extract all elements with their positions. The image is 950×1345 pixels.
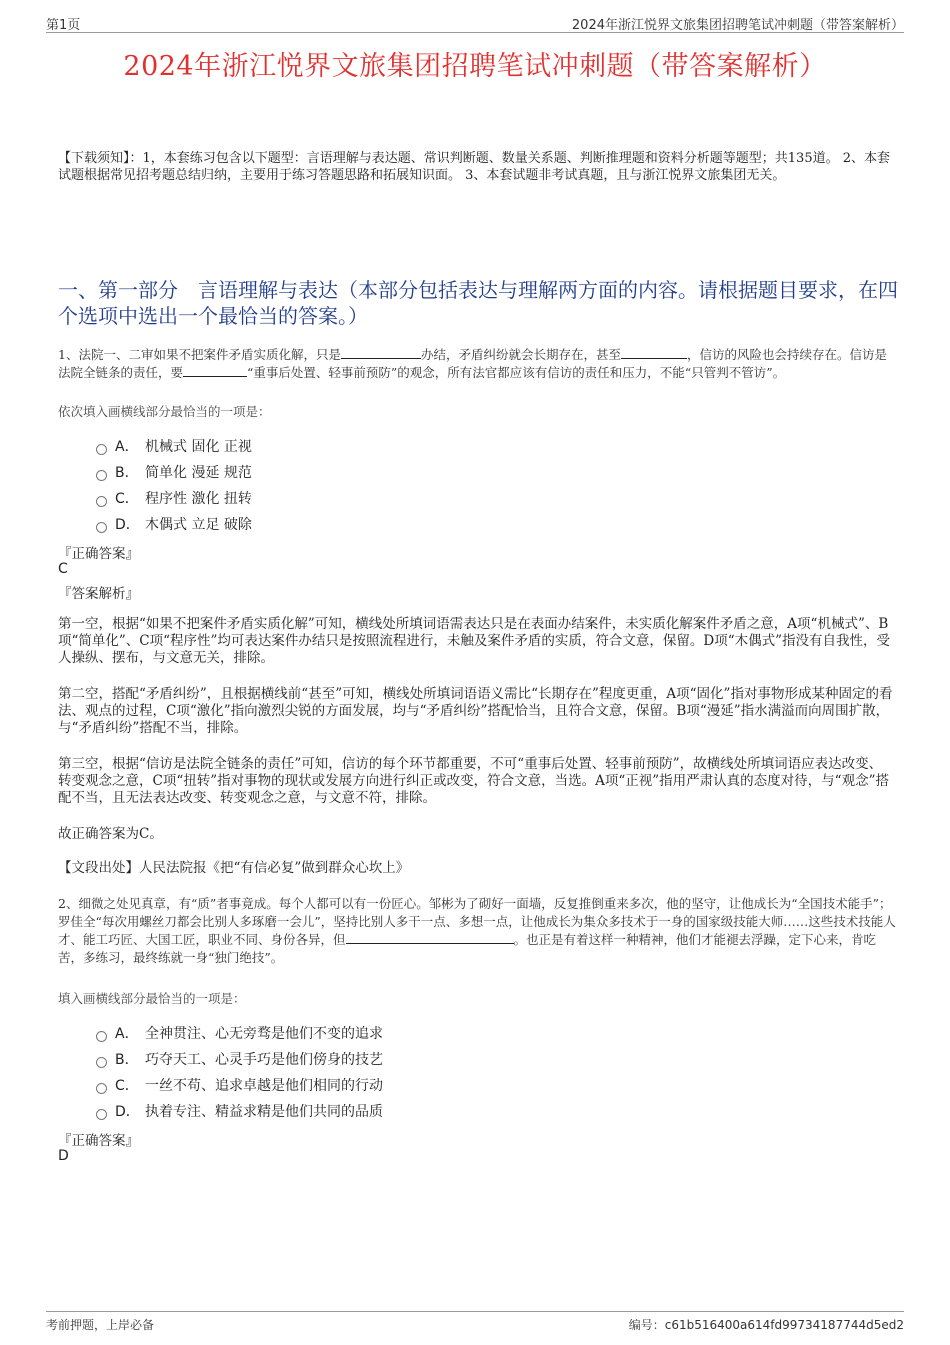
question-2-options: [96, 1020, 383, 1124]
option-d[interactable]: D． 执着专注、精益求精是他们共同的品质: [96, 1098, 383, 1124]
option-c[interactable]: C． 一丝不苟、追求卓越是他们相同的行动: [96, 1072, 383, 1098]
analysis-conclusion: 故正确答案为C。: [58, 826, 163, 842]
question-1-part: 1、法院一、二审如果不把案件矛盾实质化解，只是: [58, 347, 341, 362]
question-2-prompt: 填入画横线部分最恰当的一项是：: [58, 991, 246, 1006]
option-b[interactable]: B． 简单化 漫延 规范: [96, 459, 252, 485]
fill-blank: [341, 346, 421, 359]
question-2-part: 。也正是有着这样一种精神，他们才能褪去浮躁，定下心来，肯吃苦，多练习，最终练就一身“独门绝技”。: [58, 932, 877, 965]
radio-icon[interactable]: [96, 470, 107, 481]
correct-answer-label: 『正确答案』: [58, 546, 139, 562]
question-2-text: [58, 895, 898, 967]
section-heading: 一、第一部分 言语理解与表达（本部分包括表达与理解两方面的内容。请根据题目要求，在四个选项中选出一个最恰当的答案。）: [58, 278, 898, 328]
radio-icon[interactable]: [96, 522, 107, 533]
source-citation: 【文段出处】人民法院报《把“有信必复”做到群众心坎上》: [58, 860, 410, 876]
option-c[interactable]: C． 程序性 激化 扭转: [96, 485, 252, 511]
correct-answer-label: 『正确答案』: [58, 1133, 139, 1149]
footer-slogan: 考前押题，上岸必备: [46, 1318, 155, 1332]
question-1-options: [96, 433, 252, 537]
radio-icon[interactable]: [96, 496, 107, 507]
question-1-prompt: 依次填入画横线部分最恰当的一项是：: [58, 404, 271, 419]
fill-blank: [183, 364, 247, 377]
question-1-part: “重事后处置、轻事前预防”的观念，所有法官都应该有信访的责任和压力，不能“只管判不管访”。: [247, 365, 786, 380]
question-2-part: 2、细微之处见真章，有“质”者事竟成。每个人都可以有一份匠心。邹彬为了砌好一面墙，反复推倒重来多次，他的坚守，让他成长为“全国技术能手”；罗佳全“每次用螺丝刀都会比别人多琢磨一会儿”，坚持比别人多干一点、多想一点，让他成长为集众多技术于一身的国家级技能大师……这些技术技能人才、能工巧匠、大国工匠，职业不同、身份各异，但: [58, 896, 896, 947]
correct-answer: C: [58, 561, 68, 577]
option-d[interactable]: D． 木偶式 立足 破除: [96, 511, 252, 537]
analysis-paragraph: 第二空，搭配“矛盾纠纷”，且根据横线前“甚至”可知，横线处所填词语语义需比“长期存在”程度更重，A项“固化”指对事物形成某种固定的看法、观点的过程，C项“激化”指向激烈尖锐的方面发展，均与“矛盾纠纷”搭配恰当，且符合文意，保留。B项“漫延”指水满溢而向周围扩散，与“矛盾纠纷”搭配不当，排除。: [58, 686, 893, 736]
document-title: 2024年浙江悦界文旅集团招聘笔试冲刺题（带答案解析）: [123, 51, 827, 82]
page-header: [46, 14, 904, 33]
document-id: 编号：c61b516400a614fd99734187744d5ed2: [628, 1318, 904, 1332]
radio-icon[interactable]: [96, 1083, 107, 1094]
analysis-label: 『答案解析』: [58, 586, 139, 602]
fill-blank: [346, 931, 514, 944]
header-doc-title: 2024年浙江悦界文旅集团招聘笔试冲刺题（带答案解析）: [571, 18, 904, 33]
radio-icon[interactable]: [96, 1057, 107, 1068]
question-1-text: [58, 346, 898, 382]
page-footer: [46, 1311, 904, 1332]
option-a[interactable]: A． 全神贯注、心无旁骛是他们不变的追求: [96, 1020, 383, 1046]
option-b[interactable]: B． 巧夺天工、心灵手巧是他们傍身的技艺: [96, 1046, 383, 1072]
analysis-paragraph: 第三空，根据“信访是法院全链条的责任”可知，信访的每个环节都重要，不可“重事后处置、轻事前预防”，故横线处所填词语应表达改变、转变观念之意，C项“扭转”指对事物的现状或发展方向进行纠正或改变，符合文意，当选。A项“正视”指用严肃认真的态度对待，与“观念”搭配不当，且无法表达改变、转变观念之意，与文意不符，排除。: [58, 756, 889, 806]
analysis-paragraph: 第一空，根据“如果不把案件矛盾实质化解”可知，横线处所填词语需表达只是在表面办结案件，未实质化解案件矛盾之意，A项“机械式”、B项“简单化”、C项“程序性”均可表达案件办结只是按照流程进行，未触及案件矛盾的实质，符合文意，保留。D项“木偶式”指没有自我性，受人操纵、摆布，与文意无关，排除。: [58, 616, 891, 666]
radio-icon[interactable]: [96, 1109, 107, 1120]
radio-icon[interactable]: [96, 444, 107, 455]
option-a[interactable]: A． 机械式 固化 正视: [96, 433, 252, 459]
correct-answer: D: [58, 1148, 69, 1164]
radio-icon[interactable]: [96, 1031, 107, 1042]
download-notice: 【下载须知】：1，本套练习包含以下题型：言语理解与表达题、常识判断题、数量关系题、判断推理题和资料分析题等题型；共135道。 2、本套试题根据常见招考题总结归纳，主要用于练习答题思路和拓展知识面。 3、本套试题非考试真题，且与浙江悦界文旅集团无关。: [58, 151, 890, 183]
question-1-part: 办结，矛盾纠纷就会长期存在，甚至: [420, 347, 621, 362]
fill-blank: [621, 346, 687, 359]
page-number: 第1页: [46, 18, 81, 33]
question-1-part: ，信访的风险也会持续存在。信访是法院全链条的责任，要: [58, 347, 887, 380]
